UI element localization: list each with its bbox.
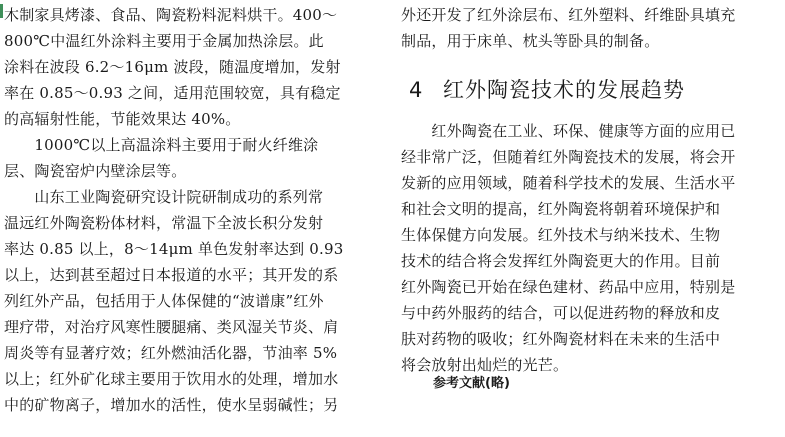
body-line: 层、陶瓷窑炉内壁涂层等。: [4, 162, 187, 180]
body-line: 与中药外服药的结合，可以促进药物的释放和皮: [401, 304, 721, 322]
body-line: 列红外产品，包括用于人体保健的“波谱康”红外: [4, 292, 324, 310]
body-line: 周炎等有显著疗效；红外燃油活化器，节油率 5%: [4, 344, 338, 362]
body-line: 发新的应用领域，随着科学技术的发展、生活水平: [401, 174, 736, 192]
section-heading: [409, 76, 685, 104]
body-line: 率在 0.85～0.93 之间，适用范围较宽，具有稳定: [4, 84, 341, 102]
body-line: 生体保健方向发展。红外技术与纳米技术、生物: [401, 226, 721, 244]
body-line: 以上；红外矿化球主要用于饮用水的处理，增加水: [4, 370, 339, 388]
body-line: 经非常广泛，但随着红外陶瓷技术的发展，将会开: [401, 148, 736, 166]
margin-mark: [0, 4, 3, 18]
body-line: 800℃中温红外涂料主要用于金属加热涂层。此: [4, 32, 324, 50]
body-line: 制品，用于床单、枕头等卧具的制备。: [401, 32, 660, 50]
body-line: 木制家具烤漆、食品、陶瓷粉料泥料烘干。400～: [4, 6, 338, 24]
body-line: 以上，达到甚至超过日本报道的水平；其开发的系: [4, 266, 339, 284]
body-line: 将会放射出灿烂的光芒。: [401, 356, 569, 374]
section-number: 4: [409, 78, 424, 102]
body-line: 中的矿物离子，增加水的活性，使水呈弱碱性；另: [4, 396, 339, 414]
body-line: 技术的结合将会发挥红外陶瓷更大的作用。目前: [401, 252, 721, 270]
section-title: 红外陶瓷技术的发展趋势: [443, 78, 685, 102]
body-line: 山东工业陶瓷研究设计院研制成功的系列常: [4, 188, 324, 206]
body-line: 红外陶瓷在工业、环保、健康等方面的应用已: [401, 122, 736, 140]
body-line: 温远红外陶瓷粉体材料，常温下全波长积分发射: [4, 214, 324, 232]
body-line: 和社会文明的提高，红外陶瓷将朝着环境保护和: [401, 200, 721, 218]
body-line: 外还开发了红外涂层布、红外塑料、纤维卧具填充: [401, 6, 736, 24]
references-note: 参考文献(略): [433, 376, 510, 391]
body-line: 肤对药物的吸收；红外陶瓷材料在未来的生活中: [401, 330, 721, 348]
body-line: 理疗带，对治疗风寒性腰腿痛、类风湿关节炎、肩: [4, 318, 339, 336]
body-line: 1000℃以上高温涂料主要用于耐火纤维涂: [4, 136, 319, 154]
body-line: 涂料在波段 6.2～16μm 波段，随温度增加，发射: [4, 58, 341, 76]
body-line: 的高辐射性能，节能效果达 40%。: [4, 110, 241, 128]
body-line: 率达 0.85 以上，8～14μm 单色发射率达到 0.93: [4, 240, 344, 258]
body-line: 红外陶瓷已开始在绿色建材、药品中应用，特别是: [401, 278, 736, 296]
